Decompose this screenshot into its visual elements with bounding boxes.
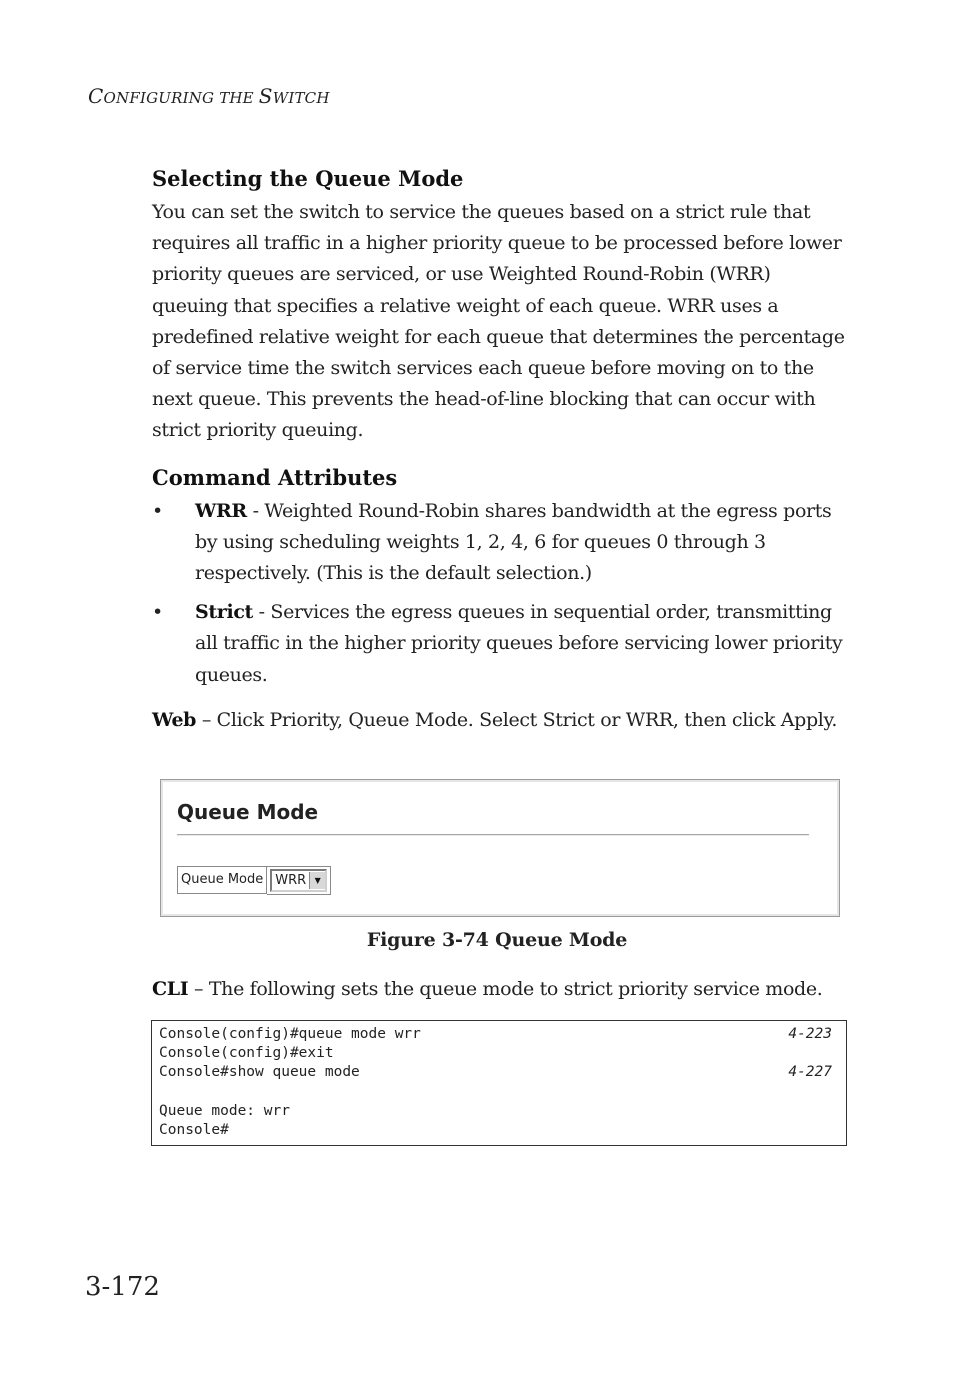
- running-head-s: S: [258, 84, 273, 108]
- code-block: [151, 1020, 847, 1146]
- queue-mode-selected-value: WRR: [275, 873, 307, 888]
- cli-text: – The following sets the queue mode to strict priority service mode.: [188, 978, 823, 1000]
- chevron-down-icon[interactable]: ▼: [309, 872, 325, 889]
- section-intro: You can set the switch to service the queues based on a strict rule that requires all traffic in a higher priority queue to be processed before lower priority queues are serviced, or use Weighted Round-Robin (WRR) queuing that specifies a relative weight of each queue. WRR uses a predefined relative weight for each queue that determines the percentage of service time the switch services each queue before moving on to the next queue. This prevents the head-of-line blocking that can occur with strict priority queuing.: [152, 201, 845, 442]
- code-line: Console(config)#exit: [159, 1045, 334, 1061]
- panel-divider: [177, 834, 809, 836]
- cli-label: CLI: [152, 978, 189, 1000]
- code-line: Console(config)#queue mode wrr: [159, 1026, 421, 1042]
- attribute-description: - Services the egress queues in sequential order, transmitting all traffic in the higher priority queues before servicing lower priority queues.: [195, 601, 843, 686]
- attribute-term: Strict: [195, 601, 253, 624]
- code-reference: 4-223: [788, 1026, 832, 1042]
- code-line: Console#: [159, 1122, 229, 1138]
- bullet-icon: •: [152, 601, 163, 624]
- list-item-strict: [152, 597, 852, 691]
- code-line: Console#show queue mode: [159, 1064, 360, 1080]
- list-item-wrr: [152, 496, 852, 590]
- attributes-list: [152, 496, 852, 691]
- queue-mode-label: Queue Mode: [177, 866, 267, 894]
- code-line: Queue mode: wrr: [159, 1103, 290, 1119]
- queue-mode-select-cell: [267, 866, 331, 895]
- attribute-term: WRR: [195, 499, 247, 522]
- running-head-c: C: [88, 84, 104, 108]
- attribute-description: - Weighted Round-Robin shares bandwidth at the egress ports by using scheduling weights 1, 2, 4, 6 for queues 0 through 3 respectively. (This is the default selection.): [195, 499, 832, 585]
- web-label: Web: [152, 708, 197, 731]
- attributes-title: Command Attributes: [152, 464, 398, 490]
- section-title: Selecting the Queue Mode: [152, 166, 464, 191]
- web-instruction: [152, 705, 852, 736]
- bullet-icon: •: [152, 499, 163, 522]
- running-head-witch: WITCH: [272, 89, 330, 107]
- queue-mode-select[interactable]: [270, 869, 327, 892]
- queue-mode-figure: [160, 779, 840, 917]
- main-content: [152, 166, 852, 736]
- panel-title: Queue Mode: [177, 800, 319, 824]
- web-text: – Click Priority, Queue Mode. Select Strict or WRR, then click Apply.: [196, 708, 838, 731]
- figure-caption-text: Figure 3-74 Queue Mode: [366, 929, 628, 951]
- cli-instruction: [152, 978, 822, 1000]
- figure-caption: [0, 929, 954, 951]
- running-head-onfiguring: ONFIGURING THE: [103, 89, 259, 107]
- running-head: [88, 84, 330, 108]
- code-reference: 4-227: [788, 1064, 832, 1080]
- queue-mode-row: [177, 866, 331, 895]
- page-number: 3-172: [85, 1272, 160, 1302]
